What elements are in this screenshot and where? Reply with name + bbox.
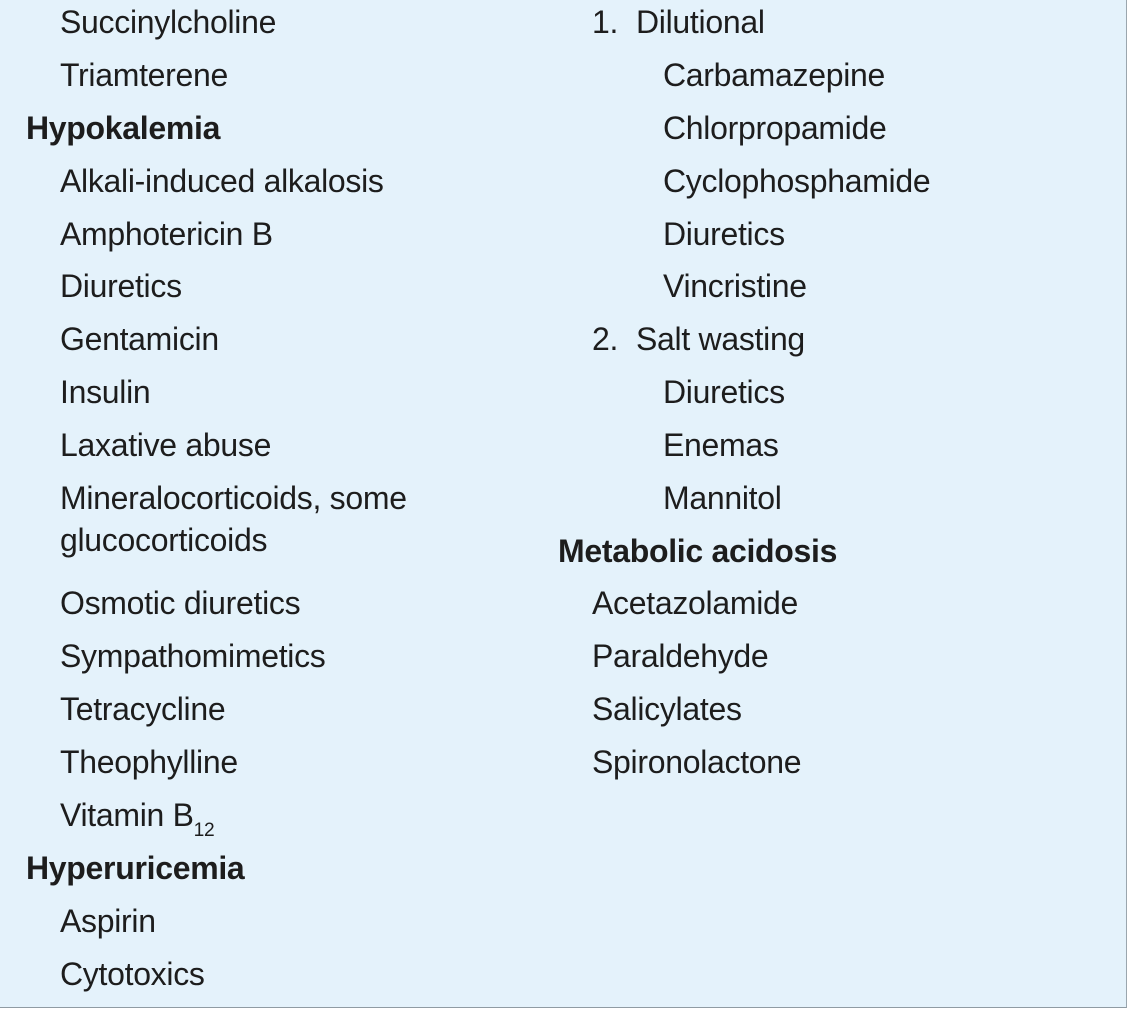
- list-item: Amphotericin B: [60, 216, 273, 252]
- list-item-vitamin-b12: [60, 795, 215, 841]
- vitamin-subscript: 12: [193, 820, 215, 841]
- subsection-label: Dilutional: [636, 4, 765, 40]
- subsection-dilutional: [592, 2, 765, 42]
- subsection-salt-wasting: [592, 319, 805, 359]
- list-item: Theophylline: [60, 744, 238, 780]
- list-item: Cyclophosphamide: [663, 163, 931, 199]
- list-item: Enemas: [663, 427, 779, 463]
- list-item: Carbamazepine: [663, 57, 886, 93]
- list-item: Gentamicin: [60, 321, 219, 357]
- list-item: Chlorpropamide: [663, 110, 887, 146]
- list-item: Succinylcholine: [60, 4, 277, 40]
- vitamin-name: Vitamin B: [60, 797, 194, 833]
- list-item: Vincristine: [663, 268, 807, 304]
- list-item: Sympathomimetics: [60, 638, 326, 674]
- list-item: Spironolactone: [592, 744, 802, 780]
- list-item: Aspirin: [60, 903, 156, 939]
- list-item: Laxative abuse: [60, 427, 272, 463]
- list-item: Insulin: [60, 374, 151, 410]
- section-heading-hypokalemia: Hypokalemia: [26, 110, 221, 146]
- list-item: Cytotoxics: [60, 956, 205, 992]
- list-item: Triamterene: [60, 57, 229, 93]
- list-item: Osmotic diuretics: [60, 585, 301, 621]
- list-item: Acetazolamide: [592, 585, 798, 621]
- subsection-label: Salt wasting: [636, 321, 805, 357]
- list-item-continuation: glucocorticoids: [60, 522, 268, 558]
- subsection-number: 1.: [592, 4, 619, 40]
- subsection-number: 2.: [592, 321, 619, 357]
- section-heading-metabolic-acidosis: Metabolic acidosis: [558, 533, 838, 569]
- list-item: Diuretics: [663, 374, 785, 410]
- list-item: Tetracycline: [60, 691, 226, 727]
- list-item: Diuretics: [60, 268, 182, 304]
- list-item: Mineralocorticoids, some: [60, 480, 407, 516]
- section-heading-hyperuricemia: Hyperuricemia: [26, 850, 245, 886]
- list-item: Alkali-induced alkalosis: [60, 163, 384, 199]
- list-item: Salicylates: [592, 691, 742, 727]
- list-item: Paraldehyde: [592, 638, 769, 674]
- list-item: Mannitol: [663, 480, 782, 516]
- list-item: Diuretics: [663, 216, 785, 252]
